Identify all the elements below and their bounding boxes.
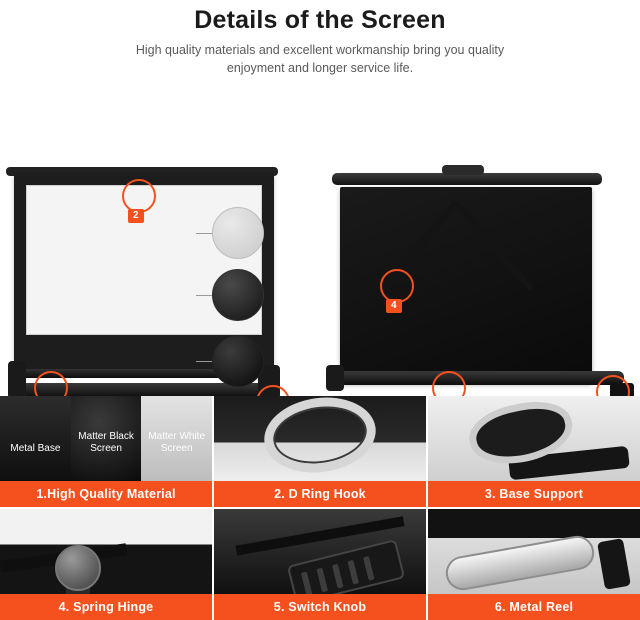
base-support-left [8,361,26,399]
feature-photo-grid [0,396,640,620]
material-label: Metal Base [10,443,61,454]
feature-caption: 6. Metal Reel [428,594,640,620]
feature-caption: 5. Switch Knob [214,594,426,620]
callout-tag-label: 4 [386,299,402,313]
feature-cell-material [0,396,212,507]
metal-reel-part [332,371,624,385]
white-screen-swatch [212,207,264,259]
knob-ridge [363,556,375,581]
knob-ridge [317,567,329,592]
matter-white-screen-strip [141,396,212,481]
feature-cell-spring-hinge [0,509,212,620]
knob-ridge [348,559,360,584]
screen-front-view [0,83,312,383]
feature-caption: 3. Base Support [428,481,640,507]
metal-reel-photo [428,509,640,594]
feature-cell-d-ring-hook [214,396,426,507]
switch-knob-photo [214,509,426,594]
callout-tag-label: 2 [128,209,144,223]
callout-ring-icon [122,179,156,213]
product-illustration-area [0,83,640,383]
metal-base-swatch [212,335,264,387]
base-support-part [326,365,344,391]
material-label: Matter Black Screen [78,431,134,454]
feature-caption: 2. D Ring Hook [214,481,426,507]
metal-base-strip [0,396,71,481]
feature-cell-switch-knob [214,509,426,620]
material-label: Matter White Screen [148,431,206,454]
feature-caption: 4. Spring Hinge [0,594,212,620]
feature-cell-base-support [428,396,640,507]
page-subtitle: High quality materials and excellent workmanship bring you quality enjoyment and longer service life. [135,43,505,76]
knob-ridge [301,571,313,594]
knob-ridge [332,563,344,588]
spring-hinge-icon [55,545,101,591]
matter-black-screen-strip [71,396,142,481]
d-ring-hook-part [442,165,484,175]
spring-hinge-photo [0,509,212,594]
callout-ring-icon [380,269,414,303]
page-title: Details of the Screen [194,6,446,34]
d-ring-hook-photo [214,396,426,481]
black-screen-swatch [212,269,264,321]
page-header [0,0,640,83]
base-support-photo [428,396,640,481]
material-strips-photo [0,396,212,481]
feature-caption: 1.High Quality Material [0,481,212,507]
feature-cell-metal-reel [428,509,640,620]
photo-shadow-band [428,509,640,538]
back-top-bar [332,173,602,185]
screen-back-view [318,83,640,383]
